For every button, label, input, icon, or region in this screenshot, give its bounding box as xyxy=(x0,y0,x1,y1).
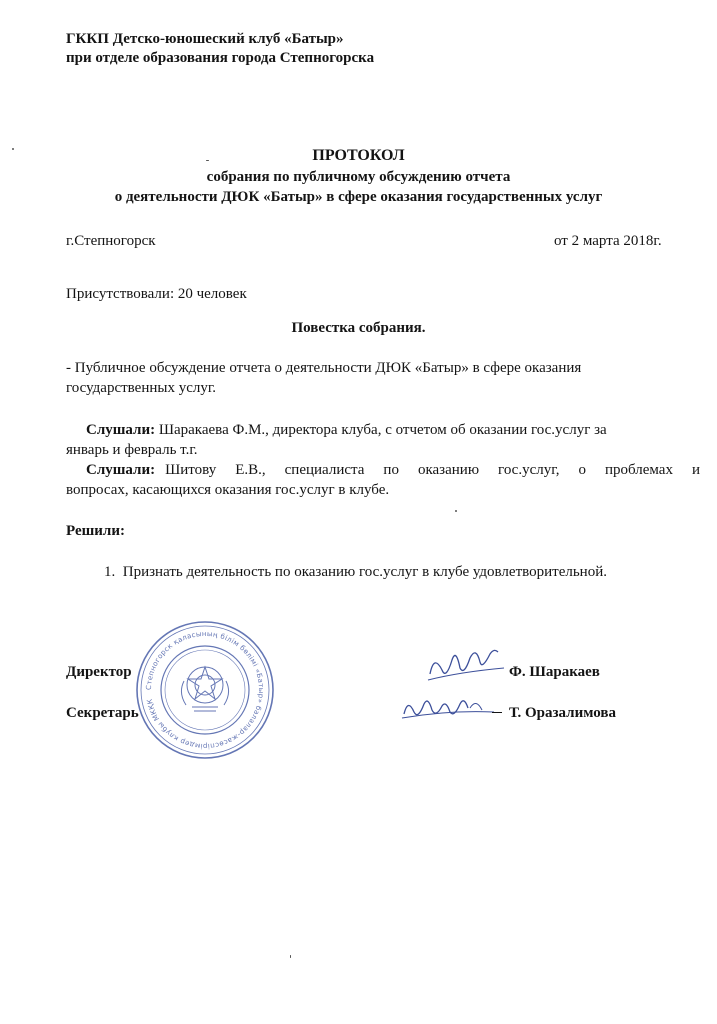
stamp-text: Степногорск қаласының білім бөлімі «Батыр» балалар-жасөспірімдер клубы МКҚК xyxy=(144,629,266,751)
heard-text: Шитову Е.В., специалиста по оказанию гос.услуг, о проблемах и xyxy=(165,462,700,478)
decision-number: 1. xyxy=(104,564,116,580)
director-signature xyxy=(420,640,510,690)
title-subline-1: собрания по публичному обсуждению отчета xyxy=(206,169,511,185)
emblem-icon xyxy=(181,667,228,711)
signature-role-director: Директор xyxy=(66,664,132,680)
svg-text:Степногорск қаласының білім бө xyxy=(145,630,265,750)
heard-paragraph-1 xyxy=(86,421,607,439)
heard-text: Шаракаева Ф.М., директора клуба, с отчетом об оказании гос.услуг за xyxy=(158,422,607,438)
official-stamp xyxy=(134,619,276,761)
signature-dash xyxy=(492,712,502,713)
agenda-heading: Повестка собрания. xyxy=(291,320,426,336)
title-subline-2: о деятельности ДЮК «Батыр» в сфере оказания государственных услуг xyxy=(114,189,603,205)
document-date: от 2 марта 2018г. xyxy=(554,233,662,249)
heard-paragraph-1-cont: январь и февраль т.г. xyxy=(66,442,198,458)
heard-paragraph-2-cont: вопросах, касающихся оказания гос.услуг в клубе. xyxy=(66,482,390,498)
org-name-line1: ГККП Детско-юношеский клуб «Батыр» xyxy=(66,31,344,47)
scan-speck xyxy=(290,955,291,958)
secretary-signature xyxy=(398,690,502,728)
city-label: г.Степногорск xyxy=(66,233,156,249)
scan-speck xyxy=(455,510,457,512)
decided-heading: Решили: xyxy=(66,523,125,539)
heard-paragraph-2 xyxy=(86,461,700,479)
decision-item xyxy=(104,563,607,581)
scan-speck xyxy=(206,160,209,161)
attendance-text: Присутствовали: 20 человек xyxy=(66,286,247,302)
scan-speck xyxy=(12,148,14,150)
signature-name-secretary: Т. Оразалимова xyxy=(509,705,616,721)
heard-label: Слушали: xyxy=(86,422,156,438)
heard-label: Слушали: xyxy=(86,462,156,478)
decision-text: Признать деятельность по оказанию гос.услуг в клубе удовлетворительной. xyxy=(122,564,607,580)
agenda-item-line1: - Публичное обсуждение отчета о деятельности ДЮК «Батыр» в сфере оказания xyxy=(66,360,582,376)
signature-name-director: Ф. Шаракаев xyxy=(509,664,600,680)
document-title: ПРОТОКОЛ xyxy=(312,147,405,164)
agenda-item-line2: государственных услуг. xyxy=(66,380,217,396)
signature-role-secretary: Секретарь xyxy=(66,705,139,721)
org-name-line2: при отделе образования города Степногорска xyxy=(66,50,375,66)
